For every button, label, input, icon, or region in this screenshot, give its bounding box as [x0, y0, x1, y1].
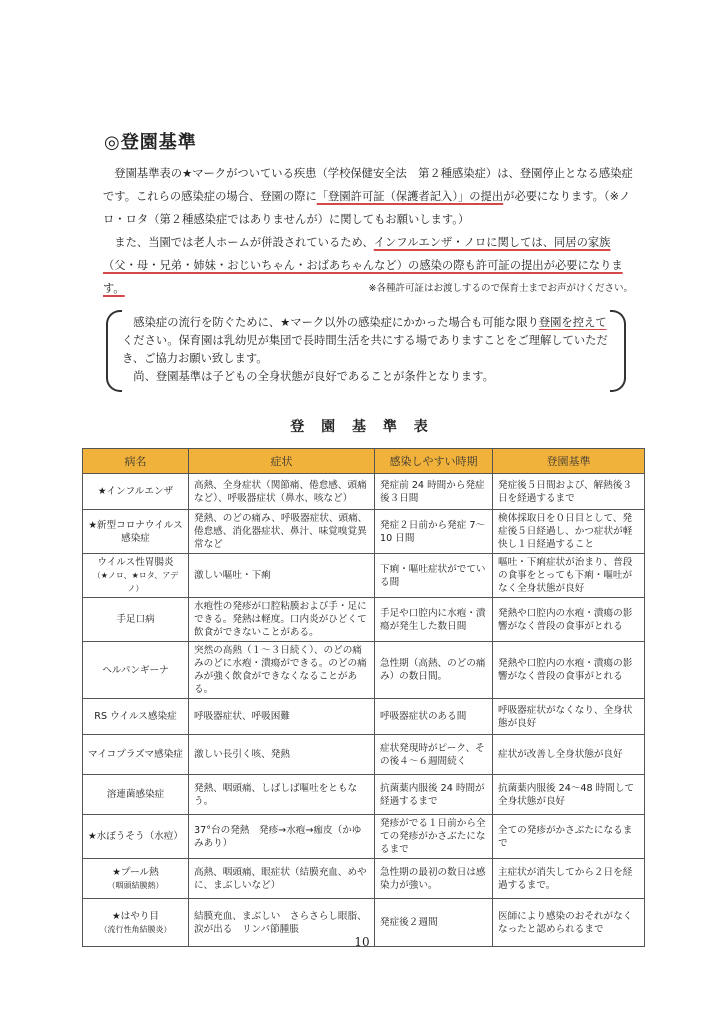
disease-name-cell: ★新型コロナウイルス感染症 — [83, 510, 189, 554]
symptom-cell: 37°台の発熱 発疹→水疱→痂皮（かゆみあり） — [189, 815, 375, 859]
table-row — [83, 775, 645, 815]
criteria-cell: 抗菌薬内服後 24～48 時間して全身状態が良好 — [493, 775, 645, 815]
table-title: 登 園 基 準 表 — [290, 419, 434, 435]
right-bracket — [610, 310, 626, 392]
disease-subname: （咽頭結膜熱） — [107, 880, 164, 890]
table-row — [83, 815, 645, 859]
symptom-cell: 激しい長引く咳、発熱 — [189, 735, 375, 775]
symptom-cell: 発熱、咽頭痛、しばしば嘔吐をともなう。 — [189, 775, 375, 815]
page-heading: ◎登園基準 — [104, 132, 197, 153]
disease-name-cell: ★水ぼうそう（水痘） — [83, 815, 189, 859]
criteria-cell: 嘔吐・下痢症状が治まり、普段の食事をとっても下痢・嘔吐がなく全身状態が良好 — [493, 554, 645, 598]
symptom-cell: 結膜充血、まぶしい さらさらし眼脂、涙が出る リンパ節腫脹 — [189, 899, 375, 947]
attendance-criteria-table — [82, 448, 645, 947]
header-disease: 病名 — [83, 449, 189, 474]
criteria-cell: 呼吸器症状がなくなり、全身状態が良好 — [493, 699, 645, 735]
period-cell: 急性期（高熱、のどの痛み）の数日間。 — [375, 642, 493, 699]
table-row — [83, 735, 645, 775]
header-symptom: 症状 — [189, 449, 375, 474]
disease-name-cell: ★はやり目 （流行性角結膜炎） — [83, 899, 189, 947]
period-cell: 下痢・嘔吐症状がでている間 — [375, 554, 493, 598]
period-cell: 症状発現時がピーク、その後４～６週間続く — [375, 735, 493, 775]
intro-text — [103, 162, 633, 300]
period-cell: 発症２日前から発症 7～10 日間 — [375, 510, 493, 554]
disease-subname: （★ノロ、★ロタ、アデノ） — [92, 571, 179, 593]
notice-text: 感染症の流行を防ぐために、★マーク以外の感染症にかかった場合も可能な限り登園を控えてください。保育園は乳幼児が集団で長時間生活を共にする場でありますことをご理解していただき、ご協力お願い致します。 尚、登園基準は子どもの全身状態が良好であることが条件となります。 — [122, 316, 608, 383]
criteria-cell: 発症後５日間および、解熱後３日を経過するまで — [493, 474, 645, 510]
page-number: 10 — [354, 935, 370, 949]
symptom-cell: 水疱性の発疹が口腔粘膜および手・足にできる。発熱は軽度。口内炎がひどくて飲食ができないことがある。 — [189, 598, 375, 642]
notice-bracket-box — [106, 310, 626, 390]
disease-name-cell: ★プール熱 （咽頭結膜熱） — [83, 859, 189, 899]
header-period: 感染しやすい時期 — [375, 449, 493, 474]
table-row — [83, 859, 645, 899]
disease-subname: （流行性角結膜炎） — [99, 924, 172, 934]
intro-paragraph-2: また、当園では老人ホームが併設されているため、インフルエンザ・ノロに関しては、同居の家族（父・母・兄弟・姉妹・おじいちゃん・おばあちゃんなど）の感染の際も許可証の提出が必要になります。 — [103, 236, 623, 295]
symptom-cell: 高熱、咽頭痛、眼症状（結膜充血、めやに、まぶしいなど） — [189, 859, 375, 899]
table-row — [83, 598, 645, 642]
table-row — [83, 510, 645, 554]
period-cell: 手足や口腔内に水疱・潰瘍が発生した数日間 — [375, 598, 493, 642]
permit-underline: 「登園許可証（保護者記入）」の提出 — [316, 190, 504, 203]
criteria-cell: 検体採取日を０日目として、発症後５日経過し、かつ症状が軽快し１日経過すること — [493, 510, 645, 554]
permit-note: ※各種許可証はお渡しするので保育士までお声がけください。 — [368, 283, 633, 294]
intro-paragraph-1: 登園基準表の★マークがついている疾患（学校保健安全法 第２種感染症）は、登園停止となる感染症です。これらの感染症の場合、登園の際に「登園許可証（保護者記入）」の提出が必要になります。（※ノロ・ロタ（第２種感染症ではありませんが）に関してもお願いします。） — [103, 167, 633, 226]
table-header-row — [83, 449, 645, 474]
period-cell: 発症前 24 時間から発症後３日間 — [375, 474, 493, 510]
criteria-cell: 主症状が消失してから２日を経過するまで。 — [493, 859, 645, 899]
table-row — [83, 699, 645, 735]
symptom-cell: 突然の高熱（１～３日続く）、のどの痛みのどに水疱・潰瘍ができる。のどの痛みが強く飲食ができなくなることがある。 — [189, 642, 375, 699]
disease-name-cell: ★インフルエンザ — [83, 474, 189, 510]
period-cell: 急性期の最初の数日は感染力が強い。 — [375, 859, 493, 899]
refrain-underline: 登園を控えて — [538, 316, 607, 329]
symptom-cell: 高熱、全身症状（関節痛、倦怠感、頭痛など）、呼吸器症状（鼻水、咳など） — [189, 474, 375, 510]
criteria-cell: 医師により感染のおそれがなくなったと認められるまで — [493, 899, 645, 947]
disease-name-cell: 手足口病 — [83, 598, 189, 642]
disease-name-cell: ウイルス性胃腸炎 （★ノロ、★ロタ、アデノ） — [83, 554, 189, 598]
disease-name-cell: RS ウイルス感染症 — [83, 699, 189, 735]
disease-name-cell: マイコプラズマ感染症 — [83, 735, 189, 775]
criteria-cell: 発熱や口腔内の水疱・潰瘍の影響がなく普段の食事がとれる — [493, 642, 645, 699]
symptom-cell: 激しい嘔吐・下痢 — [189, 554, 375, 598]
period-cell: 呼吸器症状のある間 — [375, 699, 493, 735]
disease-name-cell: 溶連菌感染症 — [83, 775, 189, 815]
symptom-cell: 発熱、のどの痛み、呼吸器症状、頭痛、倦怠感、消化器症状、鼻汁、味覚嗅覚異常など — [189, 510, 375, 554]
header-criteria: 登園基準 — [493, 449, 645, 474]
criteria-cell: 発熱や口腔内の水疱・潰瘍の影響がなく普段の食事がとれる — [493, 598, 645, 642]
criteria-cell: 症状が改善し全身状態が良好 — [493, 735, 645, 775]
period-cell: 発疹がでる１日前から全ての発疹がかさぶたになるまで — [375, 815, 493, 859]
period-cell: 抗菌薬内服後 24 時間が経過するまで — [375, 775, 493, 815]
period-cell: 発症後２週間 — [375, 899, 493, 947]
table-row — [83, 474, 645, 510]
left-bracket — [106, 310, 122, 392]
table-row — [83, 554, 645, 598]
family-underline: インフルエンザ・ノロに関しては、同居の家族（父・母・兄弟・姉妹・おじいちゃん・おばあちゃんなど）の感染の際も許可証の提出が必要になります。 — [103, 236, 623, 295]
table-row — [83, 642, 645, 699]
criteria-cell: 全ての発疹がかさぶたになるまで — [493, 815, 645, 859]
symptom-cell: 呼吸器症状、呼吸困難 — [189, 699, 375, 735]
disease-name-cell: ヘルパンギーナ — [83, 642, 189, 699]
